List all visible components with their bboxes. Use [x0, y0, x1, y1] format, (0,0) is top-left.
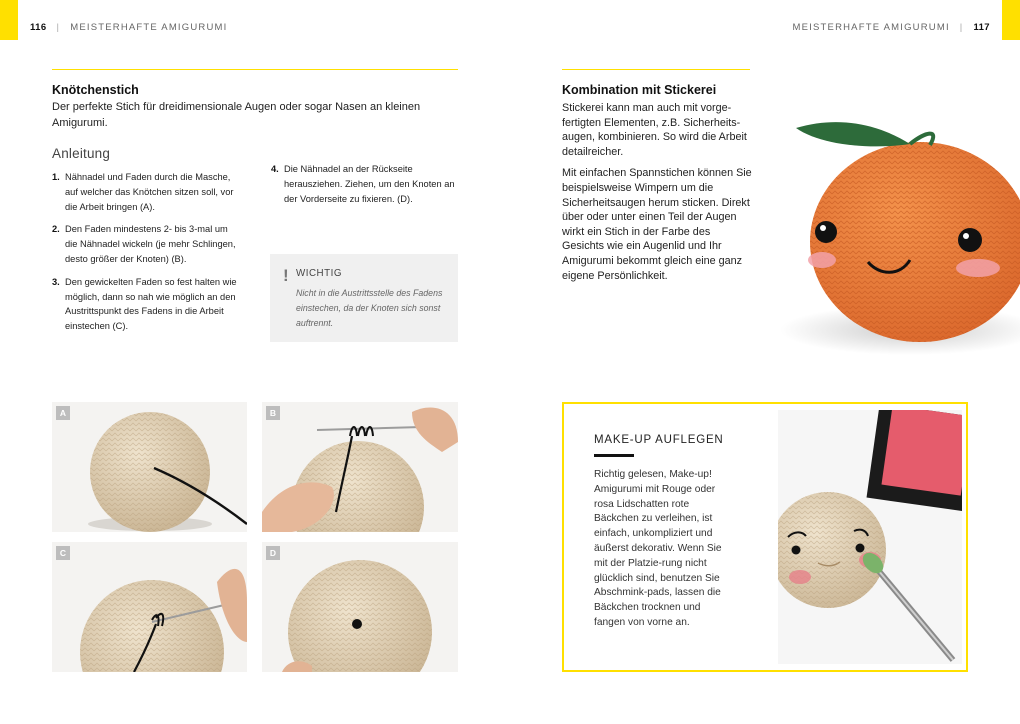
makeup-box [562, 402, 968, 672]
section-rule-left [52, 69, 458, 70]
makeup-title-underline [594, 454, 634, 457]
step-item [52, 222, 242, 266]
photo-label-b: B [266, 406, 280, 420]
left-page-tab [0, 0, 18, 40]
right-header-title: MEISTERHAFTE AMIGURUMI [792, 22, 950, 33]
step-text: Nähnadel und Faden durch die Masche, auf welcher das Knötchen sitzen soll, vor die Arbeit bringen (A). [65, 172, 234, 212]
left-header-title: MEISTERHAFTE AMIGURUMI [70, 22, 228, 33]
step-number: 1. [52, 172, 60, 182]
photo-step-d [262, 542, 458, 672]
right-page-tab [1002, 0, 1020, 40]
left-page-header [30, 22, 228, 33]
photo-step-b [262, 402, 458, 532]
photo-label-a: A [56, 406, 70, 420]
header-separator: | [959, 22, 964, 33]
makeup-amigurumi-illustration [778, 410, 962, 664]
steps-list-left [52, 170, 242, 342]
kombination-text [562, 101, 752, 290]
step-number: 2. [52, 224, 60, 235]
photo-label-d: D [266, 546, 280, 560]
paragraph: Stickerei kann man auch mit vorge-fertigten Elementen, z.B. Sicherheits-augen, kombinieren. So wird die Arbeit detailreicher. [562, 102, 747, 158]
note-text: Nicht in die Austrittsstelle des Fadens einstechen, da der Knoten sich sonst auftrennt. [296, 288, 443, 328]
note-box-wichtig [270, 254, 458, 342]
left-page-number: 116 [30, 22, 47, 33]
photo-step-a [52, 402, 247, 532]
note-title: WICHTIG [296, 268, 342, 279]
step-item [271, 162, 457, 206]
orange-amigurumi-illustration [760, 100, 1020, 370]
crochet-ball-needle-illustration [262, 402, 458, 532]
exclamation-icon: ! [283, 266, 289, 285]
right-page-header [793, 22, 991, 33]
photo-label-c: C [56, 546, 70, 560]
section-heading-knoetchenstich: Knötchenstich [52, 83, 139, 97]
crochet-ball-needle-illustration [52, 542, 247, 672]
anleitung-title: Anleitung [52, 146, 111, 161]
right-page-number: 117 [973, 22, 990, 33]
step-item [52, 170, 242, 214]
step-item [52, 275, 242, 334]
section-rule-right [562, 69, 750, 70]
header-separator: | [56, 22, 61, 33]
step-text: Die Nähnadel an der Rückseite herausziehen. Ziehen, um den Knoten an der Vorderseite zu fixieren. (D). [284, 164, 455, 204]
crochet-ball-knot-illustration [262, 542, 458, 672]
section-heading-kombination: Kombination mit Stickerei [562, 83, 717, 97]
step-number: 3. [52, 276, 60, 287]
intro-text: Der perfekte Stich für dreidimensionale Augen oder sogar Nasen an kleinen Amigurumi. [52, 101, 421, 129]
step-text: Den Faden mindestens 2- bis 3-mal um die Nähnadel wickeln (je mehr Schlingen, desto größer der Knoten) (B). [65, 224, 236, 264]
paragraph: Mit einfachen Spannstichen können Sie beispielsweise Wimpern um die Sicherheitsaugen herum sticken. Direkt über oder unter einen Teil der Augen wirkt ein Stich in der Farbe des Gesichts wie ein Augenlid und Ihr Amigurumi bekommt gleich eine ganz eigene Persönlichkeit. [562, 167, 752, 282]
makeup-photo [778, 410, 962, 664]
makeup-title: MAKE-UP AUFLEGEN [594, 434, 724, 446]
photo-step-c [52, 542, 247, 672]
step-text: Den gewickelten Faden so fest halten wie möglich, dann so nah wie möglich an den Austrittspunkt des Fadens in die Arbeit einstechen (C). [65, 276, 237, 332]
steps-list-right [271, 162, 457, 214]
orange-amigurumi-photo [760, 100, 1020, 370]
step-number: 4. [271, 164, 279, 174]
makeup-text: Richtig gelesen, Make-up! Amigurumi mit Rouge oder rosa Lidschatten rote Bäckchen zu verleihen, ist einfach, unkompliziert und äußerst dekorativ. Wenn Sie mit der Platzie-rung nicht glücklich sind, benutzen Sie Abschmink-pads, lassen die Bäckchen trocknen und fangen von vorne an. [594, 469, 722, 628]
crochet-ball-illustration [52, 402, 247, 532]
